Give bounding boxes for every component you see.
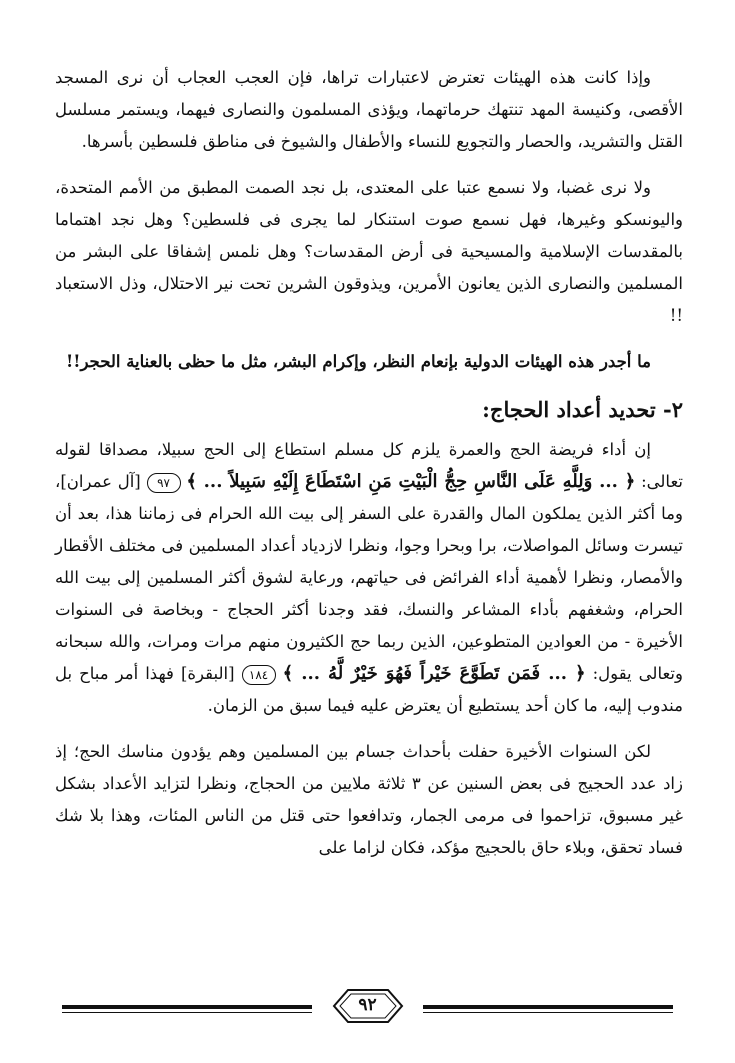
page-number-ornament [330,986,406,1026]
quran-verse-2: ﴿ ... فَمَن تَطَوَّعَ خَيْراً فَهُوَ خَيْرٌ لَّهُ ... ﴾ [282,663,586,684]
paragraph-2: ولا نرى غضبا، ولا نسمع عتبا على المعتدى، بل نجد الصمت المطبق من الأمم المتحدة، واليونسكو وغيرها، فهل نسمع صوت استنكار لما يجرى فى فلسطين؟ وهل نجد اهتماما بالمقدسات الإسلامية والمسيحية فى أرض المقدسات؟ وهل نلمس إشفاقا على البشر من المسلمين والنصارى الذين يعانون الأمرين، ويذوقون الشرين تحت نير الاحتلال، وذل الاستعباد !! [55,178,683,325]
paragraph-4-end: [البقرة] فهذا أمر مباح بل مندوب إليه، ما كان أحد يستطيع أن يعترض عليه فيما سبق من الزمان. [55,664,683,715]
paragraph-5: لكن السنوات الأخيرة حفلت بأحداث جسام بين المسلمين وهم يؤدون مناسك الحج؛ إذ زاد عدد الحجيج فى بعض السنين عن ٣ ثلاثة ملايين من الحجاج، ونظرا لتزايد الأعداد بشكل غير مسبوق، تزاحموا فى مرمى الجمار، وتدافعوا حتى قتل من الناس المئات، وهذا بلا شك فساد تحقق، وبلاء حاق بالحجيج مؤكد، فكان لزاما على [55,742,683,857]
footer-thin-rule-right [423,1012,673,1013]
page-content [55,62,683,878]
quran-verse-1: ﴿ ... وَلِلَّهِ عَلَى النَّاسِ حِجُّ الْبَيْتِ مَنِ اسْتَطَاعَ إِلَيْهِ سَبِيلاً ... ﴾ [186,471,636,492]
footer-thin-rule-left [62,1012,312,1013]
paragraph-4 [55,434,683,722]
paragraph-1: وإذا كانت هذه الهيئات تعترض لاعتبارات تراها، فإن العجب العجاب أن نرى المسجد الأقصى، وكنيسة المهد تنتهك حرماتهما، ويؤذى المسلمون والنصارى فيهما، ويستمر مسلسل القتل والتشريد، والحصار والتجويع للنساء والأطفال والشيوخ فى مناطق فلسطين بأسرها. [55,68,683,151]
paragraph-4-body: [آل عمران]، وما أكثر الذين يملكون المال والقدرة على السفر إلى بيت الله الحرام فى زماننا هذا، بعد أن تيسرت وسائل المواصلات، برا وبحرا وجوا، ونظرا لازدياد أعداد المسلمين فى مختلف الأقطار والأمصار، ونظرا لأهمية أداء الفرائض فى حياتهم، ورعاية لشوق أكثر المسلمين إلى بيت الله الحرام، وشغفهم بأداء المشاعر والنسك، فقد وجدنا أكثر الحجاج - وبخاصة فى السنوات الأخيرة - من العوادين المتطوعين، الذين ربما حج الكثيرون منهم مرات ومرات، والله سبحانه وتعالى يقول: [55,472,683,683]
footer-rule-left [62,1005,312,1009]
paragraph-4-intro: إن أداء فريضة الحج والعمرة يلزم كل مسلم استطاع إلى الحج سبيلا، مصداقا لقوله تعالى: [55,440,683,491]
section-heading: ٢- تحديد أعداد الحجاج: [482,397,683,422]
verse-number-1: ٩٧ [147,473,181,493]
footer-rule-right [423,1005,673,1009]
paragraph-3: ما أجدر هذه الهيئات الدولية بإنعام النظر، وإكرام البشر، مثل ما حظى بالعناية الحجر!! [65,352,651,371]
verse-number-2: ١٨٤ [242,665,276,685]
page-footer [62,986,673,1026]
page-number: ٩٢ [358,995,377,1015]
